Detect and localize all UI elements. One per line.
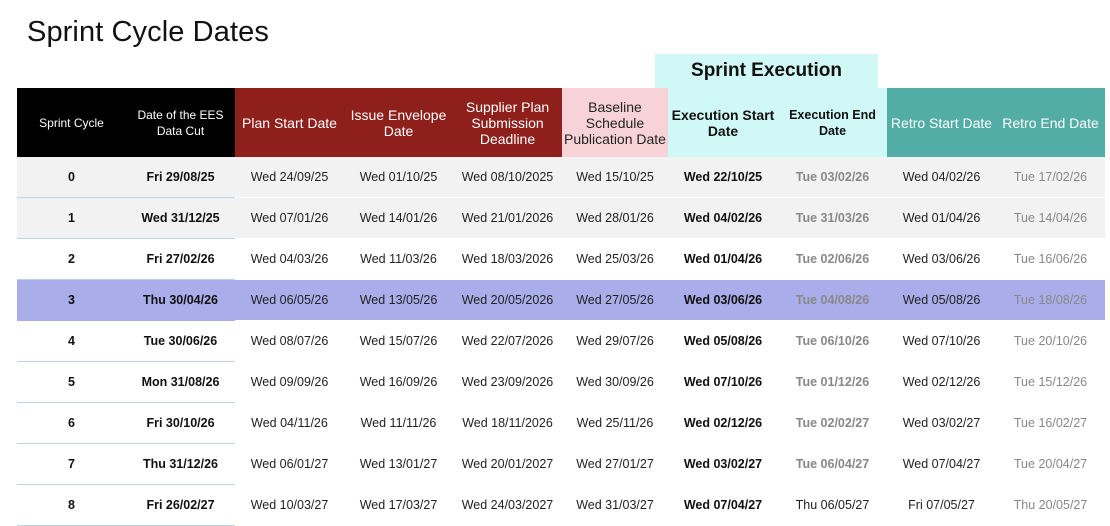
table-row bbox=[17, 239, 1105, 280]
cell-data-cut: Fri 30/10/26 bbox=[126, 403, 235, 444]
header-supplier-plan: Supplier Plan Submission Deadline bbox=[453, 88, 562, 157]
cell-retro-start: Wed 07/04/27 bbox=[887, 444, 996, 485]
cell-supplier-plan: Wed 22/07/2026 bbox=[453, 321, 562, 362]
cell-supplier-plan: Wed 21/01/2026 bbox=[453, 198, 562, 239]
cell-plan-start: Wed 08/07/26 bbox=[235, 321, 344, 362]
cell-cycle: 6 bbox=[17, 403, 126, 444]
cell-baseline: Wed 15/10/25 bbox=[562, 157, 668, 198]
cell-retro-end: Tue 16/02/27 bbox=[996, 403, 1105, 444]
cell-baseline: Wed 28/01/26 bbox=[562, 198, 668, 239]
cell-plan-start: Wed 10/03/27 bbox=[235, 485, 344, 526]
header-issue-envelope: Issue Envelope Date bbox=[344, 88, 453, 157]
cell-data-cut: Fri 29/08/25 bbox=[126, 157, 235, 198]
cell-plan-start: Wed 04/11/26 bbox=[235, 403, 344, 444]
table-row bbox=[17, 403, 1105, 444]
cell-retro-end: Tue 14/04/26 bbox=[996, 198, 1105, 239]
cell-execution-start: Wed 04/02/26 bbox=[668, 198, 778, 239]
cell-retro-start: Wed 03/02/27 bbox=[887, 403, 996, 444]
cell-data-cut: Wed 31/12/25 bbox=[126, 198, 235, 239]
cell-supplier-plan: Wed 20/05/2026 bbox=[453, 280, 562, 321]
cell-issue-envelope: Wed 14/01/26 bbox=[344, 198, 453, 239]
cell-retro-start: Wed 05/08/26 bbox=[887, 280, 996, 321]
cell-plan-start: Wed 04/03/26 bbox=[235, 239, 344, 280]
cell-baseline: Wed 25/03/26 bbox=[562, 239, 668, 280]
cell-issue-envelope: Wed 01/10/25 bbox=[344, 157, 453, 198]
cell-cycle: 4 bbox=[17, 321, 126, 362]
cell-plan-start: Wed 06/05/26 bbox=[235, 280, 344, 321]
cell-execution-start: Wed 07/10/26 bbox=[668, 362, 778, 403]
cell-plan-start: Wed 06/01/27 bbox=[235, 444, 344, 485]
cell-cycle: 5 bbox=[17, 362, 126, 403]
cell-execution-start: Wed 03/06/26 bbox=[668, 280, 778, 321]
cell-issue-envelope: Wed 13/05/26 bbox=[344, 280, 453, 321]
page-title: Sprint Cycle Dates bbox=[27, 16, 269, 48]
header-execution-end: Execution End Date bbox=[778, 88, 887, 157]
cell-supplier-plan: Wed 20/01/2027 bbox=[453, 444, 562, 485]
header-execution-start: Execution Start Date bbox=[668, 88, 778, 157]
cell-execution-end: Tue 01/12/26 bbox=[778, 362, 887, 403]
cell-supplier-plan: Wed 23/09/2026 bbox=[453, 362, 562, 403]
cell-issue-envelope: Wed 13/01/27 bbox=[344, 444, 453, 485]
table-row bbox=[17, 321, 1105, 362]
sprint-execution-banner: Sprint Execution bbox=[655, 54, 878, 88]
cell-baseline: Wed 27/05/26 bbox=[562, 280, 668, 321]
cell-retro-end: Tue 17/02/26 bbox=[996, 157, 1105, 198]
header-row bbox=[17, 88, 1105, 157]
cell-retro-start: Wed 02/12/26 bbox=[887, 362, 996, 403]
cell-plan-start: Wed 24/09/25 bbox=[235, 157, 344, 198]
cell-supplier-plan: Wed 08/10/2025 bbox=[453, 157, 562, 198]
cell-execution-end: Tue 02/02/27 bbox=[778, 403, 887, 444]
cell-execution-end: Tue 06/04/27 bbox=[778, 444, 887, 485]
cell-execution-end: Tue 03/02/26 bbox=[778, 157, 887, 198]
cell-cycle: 1 bbox=[17, 198, 126, 239]
cell-data-cut: Fri 27/02/26 bbox=[126, 239, 235, 280]
cell-cycle: 0 bbox=[17, 157, 126, 198]
cell-execution-end: Tue 31/03/26 bbox=[778, 198, 887, 239]
cell-cycle: 7 bbox=[17, 444, 126, 485]
cell-issue-envelope: Wed 16/09/26 bbox=[344, 362, 453, 403]
table-row bbox=[17, 444, 1105, 485]
table-row-highlighted bbox=[17, 280, 1105, 321]
cell-retro-start: Wed 07/10/26 bbox=[887, 321, 996, 362]
cell-retro-end: Tue 18/08/26 bbox=[996, 280, 1105, 321]
cell-retro-end: Tue 20/04/27 bbox=[996, 444, 1105, 485]
cell-plan-start: Wed 07/01/26 bbox=[235, 198, 344, 239]
cell-retro-end: Thu 20/05/27 bbox=[996, 485, 1105, 526]
cell-plan-start: Wed 09/09/26 bbox=[235, 362, 344, 403]
table-row bbox=[17, 157, 1105, 198]
cell-data-cut: Tue 30/06/26 bbox=[126, 321, 235, 362]
cell-supplier-plan: Wed 18/11/2026 bbox=[453, 403, 562, 444]
cell-issue-envelope: Wed 11/11/26 bbox=[344, 403, 453, 444]
header-baseline-schedule: Baseline Schedule Publication Date bbox=[562, 88, 668, 157]
sprint-cycle-table bbox=[17, 88, 1105, 526]
cell-data-cut: Fri 26/02/27 bbox=[126, 485, 235, 526]
cell-cycle: 3 bbox=[17, 280, 126, 321]
cell-data-cut: Thu 31/12/26 bbox=[126, 444, 235, 485]
cell-execution-start: Wed 05/08/26 bbox=[668, 321, 778, 362]
cell-retro-start: Wed 04/02/26 bbox=[887, 157, 996, 198]
cell-execution-start: Wed 01/04/26 bbox=[668, 239, 778, 280]
cell-retro-start: Wed 03/06/26 bbox=[887, 239, 996, 280]
cell-execution-start: Wed 07/04/27 bbox=[668, 485, 778, 526]
cell-execution-end: Tue 02/06/26 bbox=[778, 239, 887, 280]
header-retro-end: Retro End Date bbox=[996, 88, 1105, 157]
cell-execution-end: Tue 06/10/26 bbox=[778, 321, 887, 362]
table-row bbox=[17, 485, 1105, 526]
cell-data-cut: Mon 31/08/26 bbox=[126, 362, 235, 403]
cell-baseline: Wed 25/11/26 bbox=[562, 403, 668, 444]
cell-execution-start: Wed 02/12/26 bbox=[668, 403, 778, 444]
cell-retro-end: Tue 20/10/26 bbox=[996, 321, 1105, 362]
cell-execution-start: Wed 22/10/25 bbox=[668, 157, 778, 198]
cell-baseline: Wed 31/03/27 bbox=[562, 485, 668, 526]
header-data-cut: Date of the EES Data Cut bbox=[126, 88, 235, 157]
cell-cycle: 8 bbox=[17, 485, 126, 526]
table-row bbox=[17, 362, 1105, 403]
cell-supplier-plan: Wed 24/03/2027 bbox=[453, 485, 562, 526]
cell-baseline: Wed 29/07/26 bbox=[562, 321, 668, 362]
cell-retro-end: Tue 16/06/26 bbox=[996, 239, 1105, 280]
cell-issue-envelope: Wed 17/03/27 bbox=[344, 485, 453, 526]
header-plan-start: Plan Start Date bbox=[235, 88, 344, 157]
cell-retro-end: Tue 15/12/26 bbox=[996, 362, 1105, 403]
cell-supplier-plan: Wed 18/03/2026 bbox=[453, 239, 562, 280]
cell-data-cut: Thu 30/04/26 bbox=[126, 280, 235, 321]
cell-execution-end: Tue 04/08/26 bbox=[778, 280, 887, 321]
cell-execution-start: Wed 03/02/27 bbox=[668, 444, 778, 485]
cell-baseline: Wed 27/01/27 bbox=[562, 444, 668, 485]
cell-cycle: 2 bbox=[17, 239, 126, 280]
cell-issue-envelope: Wed 11/03/26 bbox=[344, 239, 453, 280]
header-sprint-cycle: Sprint Cycle bbox=[17, 88, 126, 157]
table-row bbox=[17, 198, 1105, 239]
cell-execution-end: Thu 06/05/27 bbox=[778, 485, 887, 526]
cell-retro-start: Wed 01/04/26 bbox=[887, 198, 996, 239]
cell-issue-envelope: Wed 15/07/26 bbox=[344, 321, 453, 362]
header-retro-start: Retro Start Date bbox=[887, 88, 996, 157]
cell-retro-start: Fri 07/05/27 bbox=[887, 485, 996, 526]
cell-baseline: Wed 30/09/26 bbox=[562, 362, 668, 403]
